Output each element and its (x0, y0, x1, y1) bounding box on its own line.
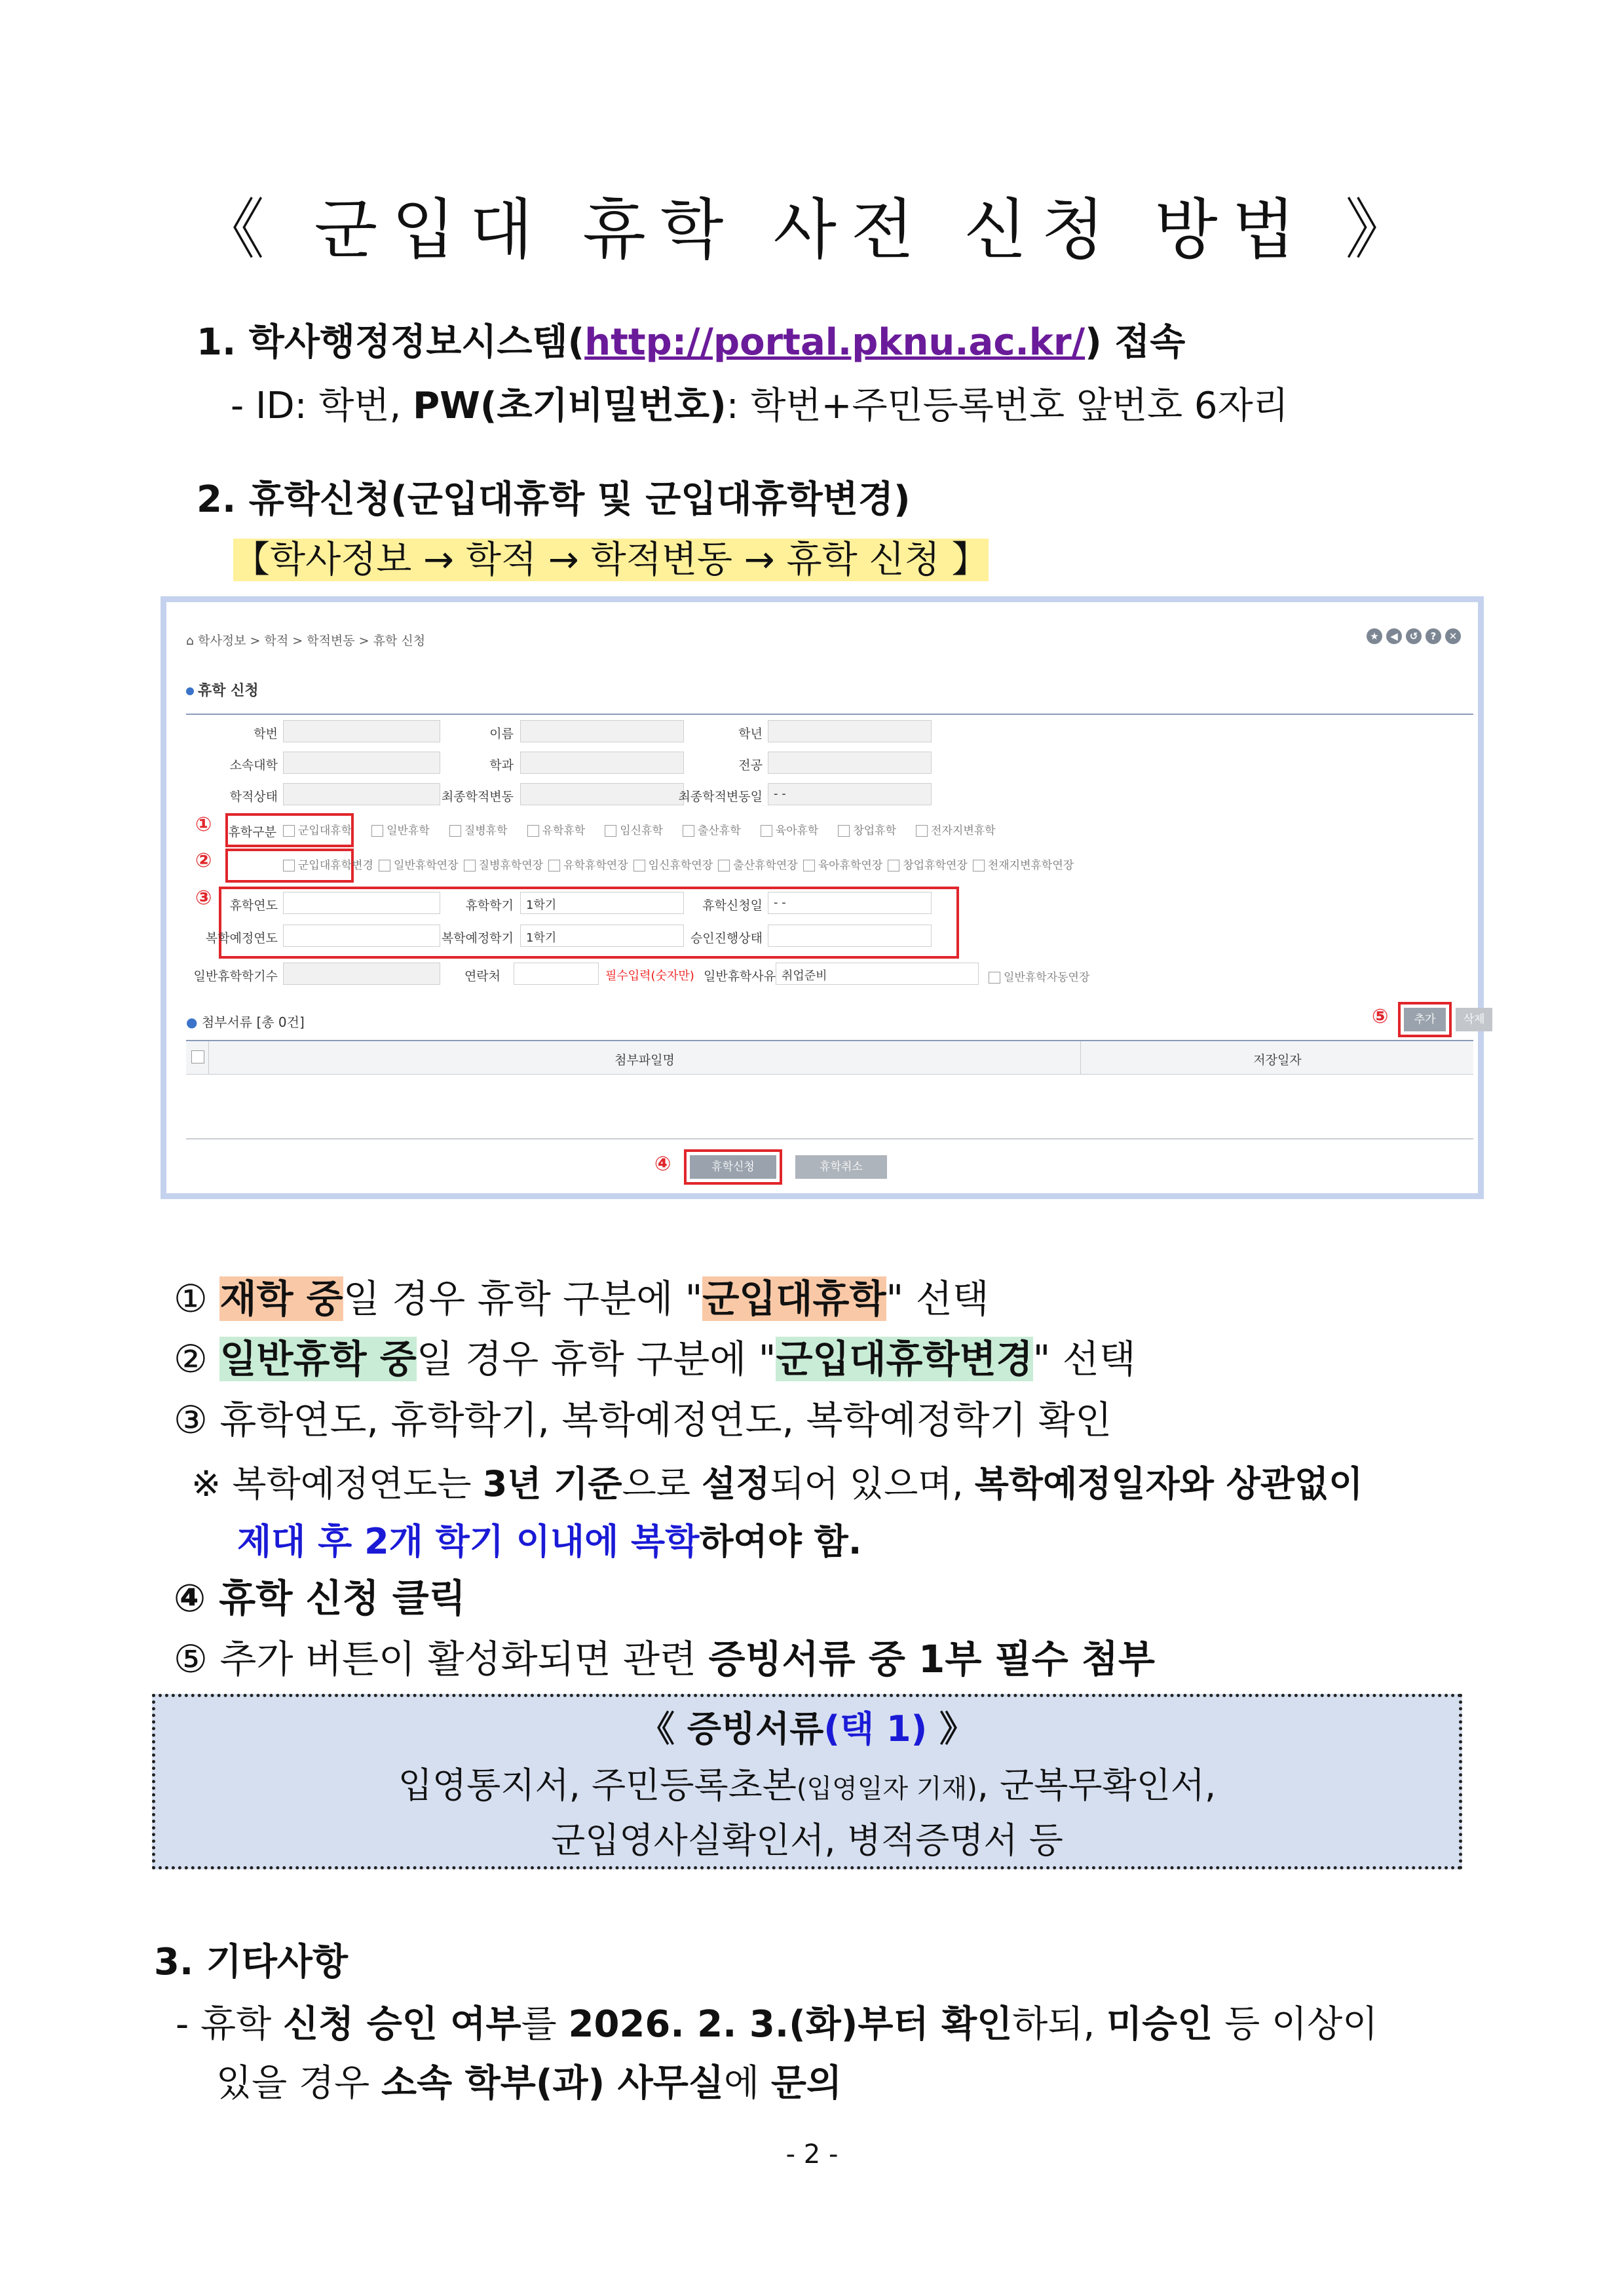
add-button[interactable]: 추가 (1404, 1008, 1446, 1031)
cancel-leave-button[interactable]: 휴학취소 (795, 1155, 887, 1179)
last-change-label: 최종학적변동 (441, 790, 514, 804)
docs-title (155, 1701, 1459, 1751)
step-2 (174, 1328, 1136, 1383)
check-general-extend[interactable]: 일반휴학연장 (379, 859, 459, 872)
general-count-label: 일반휴학학기수 (193, 969, 278, 984)
year-label: 학년 (738, 727, 763, 741)
step-2-option: 군입대휴학변경 (776, 1337, 1033, 1381)
attachments-grid (186, 1040, 1473, 1166)
note-2b: 하여야 함. (699, 1521, 862, 1562)
refresh-icon[interactable]: ↺ (1406, 628, 1422, 644)
major-label: 전공 (738, 758, 763, 773)
leave-form (186, 714, 1473, 984)
docs-title-text: 《 증빙서류 (639, 1708, 824, 1750)
note-line-1 (191, 1456, 1363, 1506)
docs-line-1-small: (입영일자 기재) (796, 1774, 977, 1804)
section-1-heading (197, 313, 1185, 366)
other-1f: 미승인 (1106, 2003, 1213, 2046)
docs-title-select: (택 1) (823, 1708, 928, 1750)
step-2-end: " 선택 (1032, 1337, 1136, 1381)
section-3-heading: 3. 기타사항 (154, 1941, 349, 1983)
check-startup-leave[interactable]: 창업휴학 (838, 824, 896, 837)
check-childbirth-extend[interactable]: 출산휴학연장 (718, 859, 798, 872)
check-study-abroad-extend[interactable]: 유학휴학연장 (548, 859, 628, 872)
return-sem-label: 복학예정학기 (441, 931, 514, 946)
general-extend-checkbox[interactable]: 일반휴학자동연장 (989, 968, 1089, 984)
login-pw-label: PW(초기비밀번호) (413, 385, 727, 427)
marker-5: ⑤ (1372, 1005, 1389, 1028)
check-pregnancy-leave[interactable]: 임신휴학 (605, 824, 663, 837)
step-4: ④ 휴학 신청 클릭 (174, 1576, 466, 1620)
check-pregnancy-extend[interactable]: 임신휴학연장 (633, 859, 713, 872)
col-file-name: 첨부파일명 (614, 1053, 675, 1067)
name-field[interactable] (520, 720, 684, 742)
page-number: - 2 - (785, 2139, 839, 2170)
approval-field[interactable] (768, 925, 932, 947)
leave-type-label: 휴학구분 (228, 825, 276, 839)
other-2a: 있을 경우 (216, 2062, 381, 2105)
attachments-title-text: 첨부서류 [총 0건] (201, 1014, 305, 1030)
note-1c: 으로 (622, 1463, 702, 1504)
section-1-heading-tail: ) 접속 (1085, 321, 1186, 364)
marker-3: ③ (195, 887, 212, 909)
step-2-highlight: 일반휴학 중 (219, 1337, 417, 1381)
status-field[interactable] (283, 783, 440, 805)
page-title: 《 군입대 휴학 사전 신청 방법 》 (198, 191, 1426, 268)
return-year-field[interactable] (283, 925, 440, 947)
note-1b: 3년 기준 (482, 1463, 622, 1504)
note-1a: ※ 복학예정연도는 (191, 1463, 483, 1504)
return-year-label: 복학예정연도 (205, 931, 278, 946)
col-save-date: 저장일자 (1253, 1053, 1302, 1067)
section-2-heading: 2. 휴학신청(군입대휴학 및 군입대휴학변경) (197, 478, 911, 521)
back-icon[interactable]: ◀ (1386, 628, 1402, 644)
docs-line-2: 군입영사실확인서, 병적증명서 등 (551, 1820, 1063, 1861)
student-no-label: 학번 (254, 727, 278, 741)
help-icon[interactable]: ? (1426, 628, 1441, 644)
other-line-2 (216, 2054, 842, 2107)
login-id: - ID: 학번, (231, 385, 413, 427)
attachments-title: ● 첨부서류 [총 0건] (186, 1014, 305, 1030)
step-5-bold: 증빙서류 중 1부 필수 첨부 (708, 1637, 1155, 1681)
other-1c: 를 (521, 2003, 569, 2046)
dept-label: 학과 (489, 758, 514, 773)
step-2-text: 일 경우 휴학 구분에 " (416, 1337, 776, 1381)
docs-title-end: 》 (927, 1708, 975, 1750)
check-general-leave[interactable]: 일반휴학 (371, 824, 430, 837)
check-disaster-leave[interactable]: 전자지변휴학 (916, 824, 996, 837)
step-5 (174, 1628, 1155, 1683)
leave-sem-label: 휴학학기 (465, 898, 514, 913)
check-startup-extend[interactable]: 창업휴학연장 (888, 859, 968, 872)
other-1b: 신청 승인 여부 (283, 2003, 521, 2046)
login-info (231, 377, 1289, 429)
section-1-heading-text: 1. 학사행정정보시스템( (197, 321, 585, 364)
close-icon[interactable]: ✕ (1445, 628, 1461, 644)
return-sem-select[interactable]: 1학기 (520, 925, 684, 947)
other-2d: 문의 (770, 2062, 842, 2105)
check-childcare-extend[interactable]: 육아휴학연장 (803, 859, 883, 872)
step-1-end: " 선택 (886, 1276, 989, 1321)
select-all-checkbox[interactable] (191, 1050, 204, 1063)
leave-type-row1 (283, 821, 996, 837)
portal-screenshot (161, 596, 1484, 1199)
docs-line-1a: 입영통지서, 주민등록초본 (398, 1765, 797, 1806)
check-military-leave-change[interactable]: 군입대휴학변경 (283, 859, 373, 872)
year-field[interactable] (768, 720, 932, 742)
apply-leave-button[interactable]: 휴학신청 (690, 1155, 776, 1179)
status-label: 학적상태 (229, 790, 278, 804)
breadcrumb: ⌂ 학사정보 > 학적 > 학적변동 > 휴학 신청 (186, 634, 426, 648)
step-1-option: 군입대휴학 (702, 1276, 886, 1321)
note-1d: 설정 (702, 1463, 770, 1504)
other-line-1 (176, 1995, 1378, 2048)
approval-label: 승인진행상태 (690, 931, 763, 946)
general-reason-label: 일반휴학사유 (704, 969, 776, 984)
menu-path-text: 【학사정보 → 학적 → 학적변동 → 휴학 신청 】 (233, 539, 989, 581)
other-2c: 에 (723, 2062, 771, 2105)
college-label: 소속대학 (229, 758, 278, 773)
step-5-text: ⑤ 추가 버튼이 활성화되면 관련 (174, 1637, 709, 1681)
general-reason-select[interactable]: 취업준비 (776, 963, 979, 985)
login-pw-desc: : 학번+주민등록번호 앞번호 6자리 (726, 385, 1289, 427)
other-1d: 2026. 2. 3.(화)부터 확인 (568, 2003, 1013, 2046)
leave-sem-select[interactable]: 1학기 (520, 892, 684, 914)
toolbar-buttons (1363, 627, 1461, 644)
check-illness-extend[interactable]: 질병휴학연장 (464, 859, 544, 872)
step-3: ③ 휴학연도, 휴학학기, 복학예정연도, 복학예정학기 확인 (174, 1398, 1112, 1442)
check-disaster-extend[interactable]: 천재지변휴학연장 (973, 859, 1074, 872)
other-1a: - 휴학 (176, 2003, 284, 2046)
check-childbirth-leave[interactable]: 출산휴학 (683, 824, 741, 837)
check-military-leave[interactable]: 군입대휴학 (283, 824, 352, 837)
note-1f: 복학예정일자와 상관없이 (974, 1463, 1363, 1504)
last-change-date-label: 최종학적변동일 (678, 790, 763, 804)
note-2a: 제대 후 2개 학기 이내에 복학 (237, 1521, 700, 1562)
step-2-number: ② (174, 1337, 208, 1381)
other-2b: 소속 학부(과) 사무실 (381, 2062, 724, 2105)
major-field[interactable] (768, 752, 932, 774)
marker-1: ① (195, 813, 212, 836)
note-1e: 되어 있으며, (770, 1463, 975, 1504)
last-change-date-field[interactable]: - - (768, 783, 932, 805)
leave-year-label: 휴학연도 (229, 898, 278, 913)
other-1e: 하되, (1012, 2003, 1107, 2046)
last-change-field[interactable] (520, 783, 684, 805)
contact-label: 연락처 (464, 969, 500, 984)
apply-date-label: 휴학신청일 (702, 898, 763, 913)
section-title: 휴학 신청 (186, 679, 259, 700)
check-illness-leave[interactable]: 질병휴학 (449, 824, 508, 837)
name-label: 이름 (489, 727, 514, 741)
required-documents-box (152, 1694, 1462, 1869)
delete-button[interactable]: 삭제 (1456, 1008, 1492, 1031)
leave-year-field[interactable] (283, 892, 440, 914)
grid-bottom (186, 1138, 1473, 1139)
check-study-abroad-leave[interactable]: 유학휴학 (527, 824, 586, 837)
favorite-icon[interactable]: ★ (1367, 628, 1382, 644)
docs-line-1 (155, 1757, 1459, 1808)
student-no-field[interactable] (283, 720, 440, 742)
step-1-highlight: 재학 중 (219, 1276, 343, 1321)
marker-4: ④ (654, 1153, 671, 1176)
check-childcare-leave[interactable]: 육아휴학 (761, 824, 819, 837)
other-1g: 등 이상이 (1213, 2003, 1378, 2046)
dept-field[interactable] (520, 752, 684, 774)
contact-field[interactable] (514, 963, 599, 985)
docs-line-1b: , 군복무확인서, (977, 1765, 1217, 1806)
portal-link[interactable]: http://portal.pknu.ac.kr/ (584, 321, 1086, 364)
apply-date-field[interactable]: - - (768, 892, 932, 914)
step-1 (174, 1268, 989, 1323)
note-line-2 (237, 1514, 861, 1564)
leave-type-row2 (283, 856, 1074, 872)
contact-hint: 필수입력(숫자만) (605, 969, 694, 983)
college-field[interactable] (283, 752, 440, 774)
marker-2: ② (195, 849, 212, 872)
step-1-number: ① (174, 1276, 208, 1321)
grid-header (186, 1041, 1473, 1075)
step-1-text: 일 경우 휴학 구분에 " (343, 1276, 703, 1321)
menu-path (233, 531, 989, 583)
